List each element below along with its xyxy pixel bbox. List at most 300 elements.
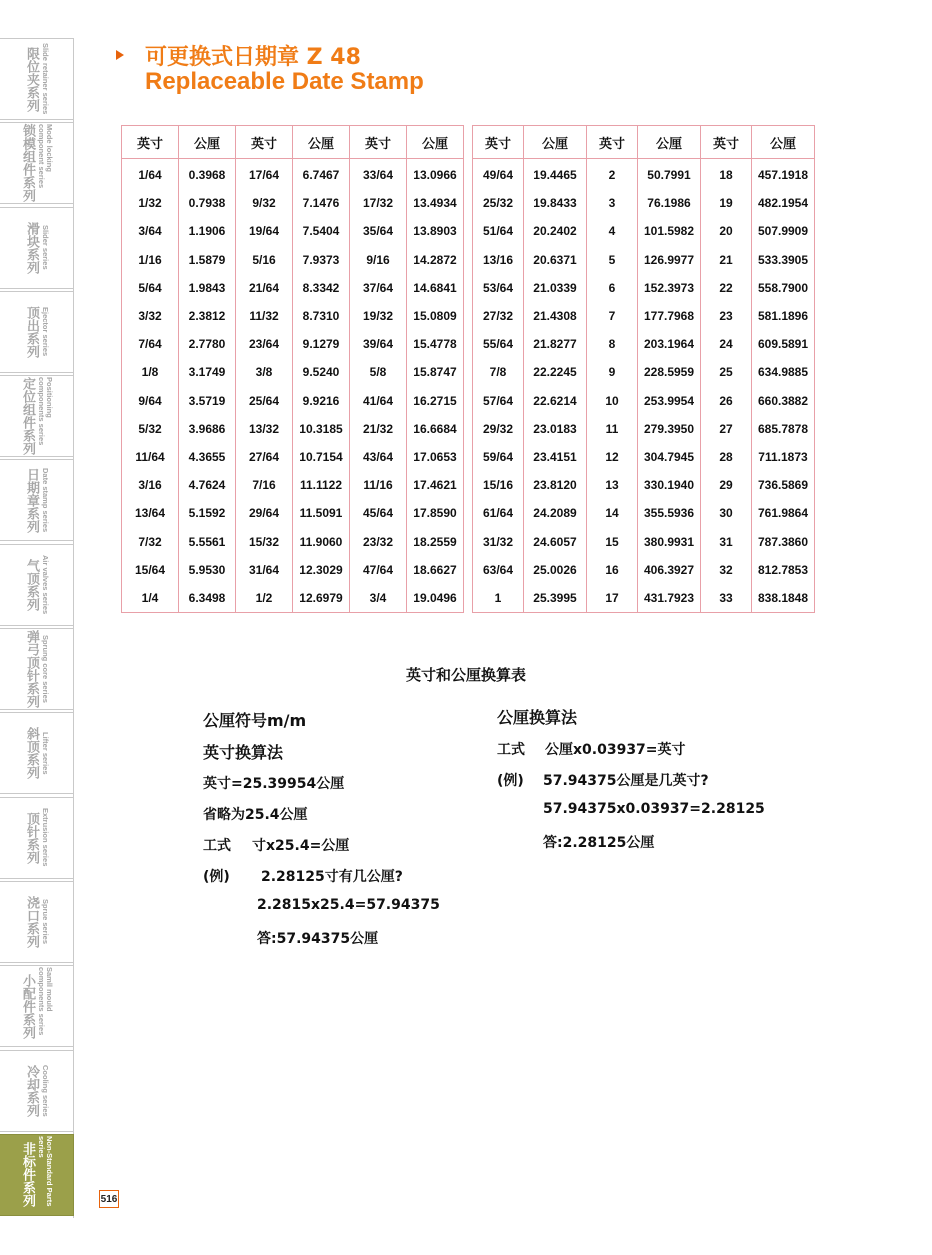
mm-cell: 101.5982 <box>638 217 701 245</box>
inch-cell: 27/64 <box>236 443 293 471</box>
inch-cell: 15/16 <box>473 471 524 499</box>
inch-cell: 7/8 <box>473 358 524 386</box>
mm-example-question: 57.94375公厘是几英寸? <box>543 773 709 789</box>
table-row <box>122 246 464 274</box>
mm-cell: 7.5404 <box>293 217 350 245</box>
inch-cell: 1/4 <box>122 584 179 613</box>
table-row <box>122 471 464 499</box>
column-header: 英寸 <box>587 126 638 159</box>
inch-cell: 19/32 <box>350 302 407 330</box>
sidebar-tab-label-en: Slider series <box>41 225 50 270</box>
mm-cell: 50.7991 <box>638 159 701 190</box>
mm-cell: 126.9977 <box>638 246 701 274</box>
sidebar-tab-label-cn: 浇口系列 <box>24 895 39 948</box>
mm-cell: 4.3655 <box>179 443 236 471</box>
inch-cell: 3/8 <box>236 358 293 386</box>
mm-cell: 0.3968 <box>179 159 236 190</box>
table-row <box>473 330 815 358</box>
inch-cell: 11/64 <box>122 443 179 471</box>
table-row <box>122 358 464 386</box>
column-header: 英寸 <box>350 126 407 159</box>
conversion-table-right <box>472 125 815 613</box>
sidebar-tab-label-cn: 锁模组件系列 <box>20 124 35 203</box>
mm-cell: 18.2559 <box>407 527 464 555</box>
sidebar-tab-label-en: Positioning components series <box>37 377 54 446</box>
mm-cell: 24.6057 <box>524 527 587 555</box>
sidebar-tab-label-cn: 非标件系列 <box>20 1142 35 1208</box>
inch-cell: 41/64 <box>350 387 407 415</box>
column-header: 英寸 <box>236 126 293 159</box>
inch-cell: 10 <box>587 387 638 415</box>
inch-cell: 3/4 <box>350 584 407 613</box>
table-row <box>473 302 815 330</box>
page-title-cn: 可更换式日期章 Z 48 <box>145 45 361 70</box>
inch-cell: 4 <box>587 217 638 245</box>
column-header: 公厘 <box>752 126 815 159</box>
mm-cell: 8.3342 <box>293 274 350 302</box>
mm-cell: 3.5719 <box>179 387 236 415</box>
table-row <box>122 584 464 613</box>
table-row <box>122 159 464 190</box>
mm-cell: 838.1848 <box>752 584 815 613</box>
inch-formula-label: 工式 <box>203 838 231 854</box>
mm-cell: 21.8277 <box>524 330 587 358</box>
mm-cell: 7.9373 <box>293 246 350 274</box>
table-row <box>473 415 815 443</box>
inch-cell: 12 <box>587 443 638 471</box>
sidebar-tab-label-cn: 小配件系列 <box>20 973 35 1039</box>
mm-cell: 5.9530 <box>179 556 236 584</box>
mm-cell: 581.1896 <box>752 302 815 330</box>
mm-cell: 15.4778 <box>407 330 464 358</box>
mm-cell: 22.6214 <box>524 387 587 415</box>
table-row <box>473 274 815 302</box>
column-header: 英寸 <box>701 126 752 159</box>
mm-cell: 330.1940 <box>638 471 701 499</box>
sidebar-tab[interactable] <box>0 544 74 626</box>
mm-cell: 12.3029 <box>293 556 350 584</box>
inch-cell: 51/64 <box>473 217 524 245</box>
inch-cell: 22 <box>701 274 752 302</box>
inch-cell: 3 <box>587 189 638 217</box>
sidebar-tab-label-en: Ejector series <box>41 307 50 357</box>
sidebar-tab-label-en: Samll mould components series <box>37 967 54 1036</box>
table-row <box>122 443 464 471</box>
inch-cell: 15/32 <box>236 527 293 555</box>
mm-cell: 20.6371 <box>524 246 587 274</box>
mm-cell: 14.6841 <box>407 274 464 302</box>
sidebar-tab-label-en: Mode locking component series <box>37 124 54 189</box>
table-row <box>122 330 464 358</box>
sidebar-tab[interactable] <box>0 375 74 457</box>
inch-cell: 37/64 <box>350 274 407 302</box>
mm-cell: 9.5240 <box>293 358 350 386</box>
inch-cell: 33/64 <box>350 159 407 190</box>
sidebar-tab-label-cn: 顶针系列 <box>24 811 39 864</box>
mm-cell: 16.2715 <box>407 387 464 415</box>
column-header: 英寸 <box>122 126 179 159</box>
column-header: 公厘 <box>524 126 587 159</box>
inch-cell: 25/64 <box>236 387 293 415</box>
inch-cell: 45/64 <box>350 499 407 527</box>
mm-cell: 279.3950 <box>638 415 701 443</box>
inch-cell: 31/32 <box>473 527 524 555</box>
sidebar-tab-label-en: Sprung core series <box>41 635 50 704</box>
sidebar <box>0 38 74 1218</box>
inch-cell: 57/64 <box>473 387 524 415</box>
inch-cell: 3/64 <box>122 217 179 245</box>
mm-cell: 14.2872 <box>407 246 464 274</box>
inch-definition: 英寸=25.39954公厘 <box>203 776 345 792</box>
inch-cell: 29/32 <box>473 415 524 443</box>
inch-cell: 13/64 <box>122 499 179 527</box>
mm-cell: 13.0966 <box>407 159 464 190</box>
mm-cell: 23.4151 <box>524 443 587 471</box>
inch-cell: 28 <box>701 443 752 471</box>
sidebar-tab-label-en: Sprue series <box>41 899 50 945</box>
mm-cell: 9.1279 <box>293 330 350 358</box>
sidebar-tab-label-cn: 顶出系列 <box>24 305 39 358</box>
inch-cell: 7/64 <box>122 330 179 358</box>
table-row <box>122 556 464 584</box>
inch-cell: 3/32 <box>122 302 179 330</box>
sidebar-tab[interactable] <box>0 712 74 794</box>
inch-cell: 3/16 <box>122 471 179 499</box>
sidebar-tab-label-en: Cooling series <box>41 1064 50 1117</box>
mm-cell: 7.1476 <box>293 189 350 217</box>
table-row <box>473 443 815 471</box>
inch-cell: 30 <box>701 499 752 527</box>
mm-cell: 5.1592 <box>179 499 236 527</box>
table-row <box>473 499 815 527</box>
inch-cell: 29/64 <box>236 499 293 527</box>
mm-cell: 10.3185 <box>293 415 350 443</box>
inch-formula: 寸x25.4=公厘 <box>252 838 350 854</box>
inch-cell: 17 <box>587 584 638 613</box>
inch-cell: 23/64 <box>236 330 293 358</box>
mm-cell: 19.0496 <box>407 584 464 613</box>
mm-cell: 22.2245 <box>524 358 587 386</box>
inch-cell: 19/64 <box>236 217 293 245</box>
mm-cell: 9.9216 <box>293 387 350 415</box>
page-title-en: Replaceable Date Stamp <box>145 68 424 95</box>
mm-cell: 11.9060 <box>293 527 350 555</box>
mm-cell: 20.2402 <box>524 217 587 245</box>
table-row <box>122 387 464 415</box>
table-row <box>473 527 815 555</box>
table-row <box>122 499 464 527</box>
sidebar-tab-label-cn: 斜顶系列 <box>24 727 39 780</box>
inch-cell: 6 <box>587 274 638 302</box>
inch-cell: 11/16 <box>350 471 407 499</box>
table-row <box>122 527 464 555</box>
sidebar-tab[interactable] <box>0 38 74 120</box>
mm-cell: 12.6979 <box>293 584 350 613</box>
mm-cell: 76.1986 <box>638 189 701 217</box>
inch-cell: 9/64 <box>122 387 179 415</box>
mm-cell: 685.7878 <box>752 415 815 443</box>
table-row <box>473 189 815 217</box>
mm-cell: 380.9931 <box>638 527 701 555</box>
mm-cell: 11.1122 <box>293 471 350 499</box>
sidebar-tab-label-en: Extrusion series <box>41 808 50 867</box>
mm-cell: 13.8903 <box>407 217 464 245</box>
inch-cell: 15 <box>587 527 638 555</box>
inch-cell: 11 <box>587 415 638 443</box>
mm-cell: 228.5959 <box>638 358 701 386</box>
inch-cell: 27 <box>701 415 752 443</box>
mm-cell: 736.5869 <box>752 471 815 499</box>
table-row <box>122 274 464 302</box>
inch-cell: 5 <box>587 246 638 274</box>
inch-cell: 35/64 <box>350 217 407 245</box>
inch-cell: 55/64 <box>473 330 524 358</box>
sidebar-tab[interactable] <box>0 1134 74 1216</box>
mm-cell: 3.9686 <box>179 415 236 443</box>
mm-cell: 4.7624 <box>179 471 236 499</box>
column-header: 英寸 <box>473 126 524 159</box>
inch-cell: 2 <box>587 159 638 190</box>
mm-cell: 533.3905 <box>752 246 815 274</box>
mm-cell: 16.6684 <box>407 415 464 443</box>
sidebar-tab[interactable] <box>0 881 74 963</box>
mm-cell: 10.7154 <box>293 443 350 471</box>
sidebar-tab-label-cn: 定位组件系列 <box>20 377 35 456</box>
sidebar-tab-label-cn: 限位夹系列 <box>24 46 39 112</box>
inch-cell: 1 <box>473 584 524 613</box>
mm-cell: 406.3927 <box>638 556 701 584</box>
inch-cell: 29 <box>701 471 752 499</box>
mm-cell: 558.7900 <box>752 274 815 302</box>
sidebar-tab[interactable] <box>0 965 74 1047</box>
inch-cell: 17/32 <box>350 189 407 217</box>
inch-cell: 24 <box>701 330 752 358</box>
mm-cell: 18.6627 <box>407 556 464 584</box>
mm-cell: 21.4308 <box>524 302 587 330</box>
mm-cell: 15.8747 <box>407 358 464 386</box>
inch-cell: 1/16 <box>122 246 179 274</box>
mm-cell: 634.9885 <box>752 358 815 386</box>
inch-cell: 1/32 <box>122 189 179 217</box>
mm-cell: 5.5561 <box>179 527 236 555</box>
inch-cell: 18 <box>701 159 752 190</box>
inch-cell: 16 <box>587 556 638 584</box>
inch-cell: 1/64 <box>122 159 179 190</box>
mm-cell: 8.7310 <box>293 302 350 330</box>
sidebar-tab-label-cn: 滑块系列 <box>24 221 39 274</box>
sidebar-tab[interactable] <box>0 459 74 541</box>
mm-cell: 0.7938 <box>179 189 236 217</box>
inch-cell: 15/64 <box>122 556 179 584</box>
mm-cell: 23.8120 <box>524 471 587 499</box>
table-row <box>473 217 815 245</box>
mm-cell: 812.7853 <box>752 556 815 584</box>
inch-cell: 17/64 <box>236 159 293 190</box>
inch-cell: 23 <box>701 302 752 330</box>
mm-cell: 355.5936 <box>638 499 701 527</box>
sidebar-tab-label-cn: 弹弓顶针系列 <box>24 630 39 709</box>
column-header: 公厘 <box>407 126 464 159</box>
sidebar-tab-label-en: Non-Standard Parts series <box>37 1135 54 1207</box>
sidebar-tab[interactable] <box>0 1050 74 1132</box>
inch-cell: 7/32 <box>122 527 179 555</box>
mm-cell: 15.0809 <box>407 302 464 330</box>
inch-cell: 43/64 <box>350 443 407 471</box>
inch-cell: 25 <box>701 358 752 386</box>
mm-cell: 25.0026 <box>524 556 587 584</box>
inch-cell: 13/16 <box>473 246 524 274</box>
inch-example-calc: 2.2815x25.4=57.94375 <box>257 897 440 913</box>
sidebar-tab[interactable] <box>0 122 74 204</box>
mm-example-calc: 57.94375x0.03937=2.28125 <box>543 801 765 817</box>
inch-cell: 13 <box>587 471 638 499</box>
mm-cell: 203.1964 <box>638 330 701 358</box>
mm-cell: 482.1954 <box>752 189 815 217</box>
mm-cell: 2.7780 <box>179 330 236 358</box>
mm-cell: 1.5879 <box>179 246 236 274</box>
inch-approx: 省略为25.4公厘 <box>203 807 308 823</box>
mm-cell: 24.2089 <box>524 499 587 527</box>
inch-cell: 21/32 <box>350 415 407 443</box>
inch-cell: 14 <box>587 499 638 527</box>
column-header: 公厘 <box>638 126 701 159</box>
inch-cell: 53/64 <box>473 274 524 302</box>
inch-example-label: (例) <box>203 869 230 885</box>
mm-cell: 304.7945 <box>638 443 701 471</box>
inch-cell: 20 <box>701 217 752 245</box>
table-row <box>473 556 815 584</box>
inch-cell: 9/16 <box>350 246 407 274</box>
mm-cell: 431.7923 <box>638 584 701 613</box>
mm-cell: 17.8590 <box>407 499 464 527</box>
table-row <box>473 584 815 613</box>
mm-cell: 177.7968 <box>638 302 701 330</box>
mm-cell: 253.9954 <box>638 387 701 415</box>
table-row <box>473 246 815 274</box>
inch-cell: 27/32 <box>473 302 524 330</box>
sidebar-tab-label-en: Slide retainer series <box>41 43 50 115</box>
mm-symbol: 公厘符号m/m <box>203 711 307 730</box>
inch-cell: 61/64 <box>473 499 524 527</box>
mm-cell: 507.9909 <box>752 217 815 245</box>
sidebar-tab-label-en: Date stamp series <box>41 468 50 533</box>
mm-cell: 3.1749 <box>179 358 236 386</box>
conversion-title: 英寸和公厘换算表 <box>405 666 526 684</box>
mm-formula: 公厘x0.03937=英寸 <box>545 742 686 758</box>
table-header-row <box>473 126 815 159</box>
title-arrow-icon <box>116 50 124 60</box>
mm-cell: 609.5891 <box>752 330 815 358</box>
table-row <box>473 159 815 190</box>
mm-cell: 787.3860 <box>752 527 815 555</box>
inch-example-question: 2.28125寸有几公厘? <box>261 869 403 885</box>
sidebar-tab[interactable] <box>0 291 74 373</box>
sidebar-tab[interactable] <box>0 207 74 289</box>
inch-cell: 19 <box>701 189 752 217</box>
mm-cell: 23.0183 <box>524 415 587 443</box>
inch-cell: 1/8 <box>122 358 179 386</box>
table-row <box>122 217 464 245</box>
inch-cell: 33 <box>701 584 752 613</box>
inch-cell: 21/64 <box>236 274 293 302</box>
mm-cell: 660.3882 <box>752 387 815 415</box>
mm-example-answer: 答:2.28125公厘 <box>543 835 655 851</box>
mm-cell: 11.5091 <box>293 499 350 527</box>
table-row <box>473 358 815 386</box>
inch-cell: 5/32 <box>122 415 179 443</box>
mm-cell: 19.8433 <box>524 189 587 217</box>
inch-cell: 25/32 <box>473 189 524 217</box>
inch-cell: 9 <box>587 358 638 386</box>
inch-cell: 21 <box>701 246 752 274</box>
mm-method-heading: 公厘换算法 <box>497 708 578 727</box>
inch-cell: 47/64 <box>350 556 407 584</box>
mm-cell: 152.3973 <box>638 274 701 302</box>
inch-cell: 9/32 <box>236 189 293 217</box>
inch-cell: 49/64 <box>473 159 524 190</box>
sidebar-tab[interactable] <box>0 797 74 879</box>
mm-cell: 457.1918 <box>752 159 815 190</box>
inch-cell: 31 <box>701 527 752 555</box>
mm-cell: 711.1873 <box>752 443 815 471</box>
mm-cell: 1.1906 <box>179 217 236 245</box>
table-row <box>473 387 815 415</box>
inch-cell: 59/64 <box>473 443 524 471</box>
inch-cell: 31/64 <box>236 556 293 584</box>
sidebar-tab-label-cn: 气顶系列 <box>24 558 39 611</box>
mm-cell: 19.4465 <box>524 159 587 190</box>
mm-cell: 761.9864 <box>752 499 815 527</box>
inch-cell: 1/2 <box>236 584 293 613</box>
inch-method-heading: 英寸换算法 <box>203 743 284 762</box>
inch-cell: 5/8 <box>350 358 407 386</box>
inch-cell: 13/32 <box>236 415 293 443</box>
mm-cell: 17.4621 <box>407 471 464 499</box>
table-row <box>122 302 464 330</box>
inch-cell: 26 <box>701 387 752 415</box>
page-number: 516 <box>99 1190 119 1208</box>
conversion-table-left <box>121 125 464 613</box>
table-row <box>122 189 464 217</box>
mm-cell: 6.7467 <box>293 159 350 190</box>
inch-cell: 7/16 <box>236 471 293 499</box>
sidebar-tab-label-cn: 日期章系列 <box>24 467 39 533</box>
sidebar-tab-label-en: Lifter series <box>41 732 50 775</box>
inch-cell: 63/64 <box>473 556 524 584</box>
inch-cell: 8 <box>587 330 638 358</box>
mm-cell: 6.3498 <box>179 584 236 613</box>
mm-example-label: (例) <box>497 773 524 789</box>
inch-cell: 5/64 <box>122 274 179 302</box>
table-row <box>122 415 464 443</box>
table-row <box>473 471 815 499</box>
mm-cell: 17.0653 <box>407 443 464 471</box>
mm-cell: 13.4934 <box>407 189 464 217</box>
mm-cell: 1.9843 <box>179 274 236 302</box>
mm-formula-label: 工式 <box>497 742 525 758</box>
mm-cell: 2.3812 <box>179 302 236 330</box>
inch-cell: 7 <box>587 302 638 330</box>
sidebar-tab-label-en: Air valves series <box>41 555 50 615</box>
table-header-row <box>122 126 464 159</box>
mm-cell: 25.3995 <box>524 584 587 613</box>
mm-cell: 21.0339 <box>524 274 587 302</box>
inch-cell: 11/32 <box>236 302 293 330</box>
inch-cell: 5/16 <box>236 246 293 274</box>
inch-example-answer: 答:57.94375公厘 <box>257 931 379 947</box>
inch-cell: 32 <box>701 556 752 584</box>
column-header: 公厘 <box>293 126 350 159</box>
